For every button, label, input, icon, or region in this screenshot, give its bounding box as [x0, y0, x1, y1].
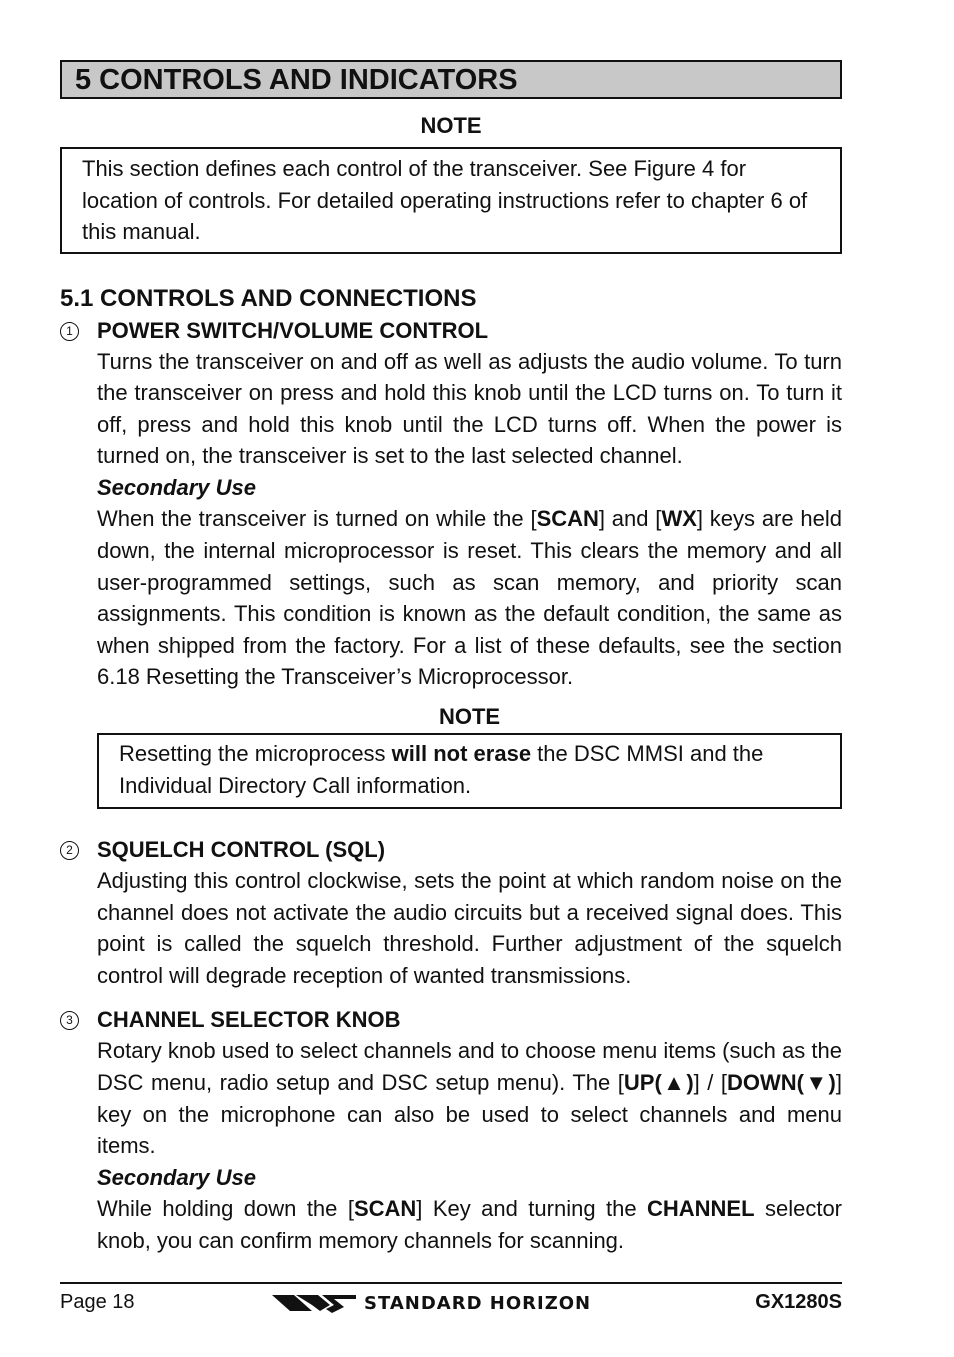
item-number: 2 — [60, 841, 79, 860]
item-title: SQUELCH CONTROL (SQL) — [97, 837, 386, 863]
item-title: CHANNEL SELECTOR KNOB — [97, 1007, 401, 1033]
brand-name: STANDARD HORIZON — [364, 1292, 592, 1314]
secondary-use-label: Secondary Use — [97, 474, 256, 500]
note-label: NOTE — [438, 704, 501, 730]
item-text: Turns the transceiver on and off as well as adjusts the audio volume. To turn the transceiver on press and hold this knob until the LCD turns on. To turn it off, press and hold this knob until the LCD turns off. When the power is turned on, the transceiver is set to the last selected channel. — [97, 348, 842, 469]
key-down: DOWN(▼) — [727, 1070, 836, 1095]
key-scan: SCAN — [536, 506, 599, 532]
key-channel: CHANNEL — [646, 1196, 755, 1222]
page-number: Page 18 — [60, 1291, 135, 1313]
item-channel-selector — [60, 1005, 842, 1256]
item-power-switch — [60, 316, 842, 810]
section-title: 5.1 CONTROLS AND CONNECTIONS — [60, 284, 477, 312]
item-text: Rotary knob used to select channels and to choose menu items (such as the DSC menu, radio setup and DSC setup menu). The [UP(▲)] / [DOWN(▼)] key on the microphone can also be used to select channels and menu items. — [97, 1038, 842, 1159]
key-scan: SCAN — [353, 1196, 417, 1222]
note-label: NOTE — [420, 113, 482, 138]
model-name: GX1280S — [755, 1291, 842, 1313]
note-box: This section defines each control of the transceiver. See Figure 4 for location of controls. For detailed operating instructions refer to chapter 6 of this manual. — [60, 147, 842, 254]
note-emphasis: will not erase — [391, 741, 532, 767]
key-wx: WX — [661, 506, 697, 532]
brand-logo — [272, 1289, 591, 1317]
item-number: 1 — [60, 322, 79, 341]
secondary-use-text: While holding down the [SCAN] Key and turning the CHANNEL selector knob, you can confirm memory channels for scanning. — [97, 1196, 843, 1253]
item-title: POWER SWITCH/VOLUME CONTROL — [97, 317, 489, 343]
chapter-title: 5 CONTROLS AND INDICATORS — [60, 60, 842, 99]
item-squelch-control — [60, 835, 842, 991]
secondary-use-text: When the transceiver is turned on while the [SCAN] and [WX] keys are held down, the internal microprocessor is reset. This clears the memory and all user-programmed settings, such as scan memory, and priority scan assignments. This condition is known as the default condition, the same as when shipped from the factory. For a list of these defaults, see the section 6.18 Resetting the Transceiver’s Microprocessor. — [97, 506, 843, 690]
page-footer — [60, 1289, 842, 1319]
brand-logo-icon — [272, 1291, 356, 1315]
note-box: Resetting the microprocess will not erase the DSC MMSI and the Individual Directory Call information. — [97, 733, 842, 809]
key-up: UP(▲) — [623, 1070, 694, 1095]
item-number: 3 — [60, 1011, 79, 1030]
item-text: Adjusting this control clockwise, sets the point at which random noise on the channel does not activate the audio circuits but a received signal does. This point is called the squelch threshold. Further adjustment of the squelch control will degrade reception of wanted transmissions. — [97, 868, 842, 988]
manual-page — [60, 60, 842, 1257]
secondary-use-label: Secondary Use — [97, 1164, 256, 1190]
footer-divider — [60, 1282, 842, 1284]
